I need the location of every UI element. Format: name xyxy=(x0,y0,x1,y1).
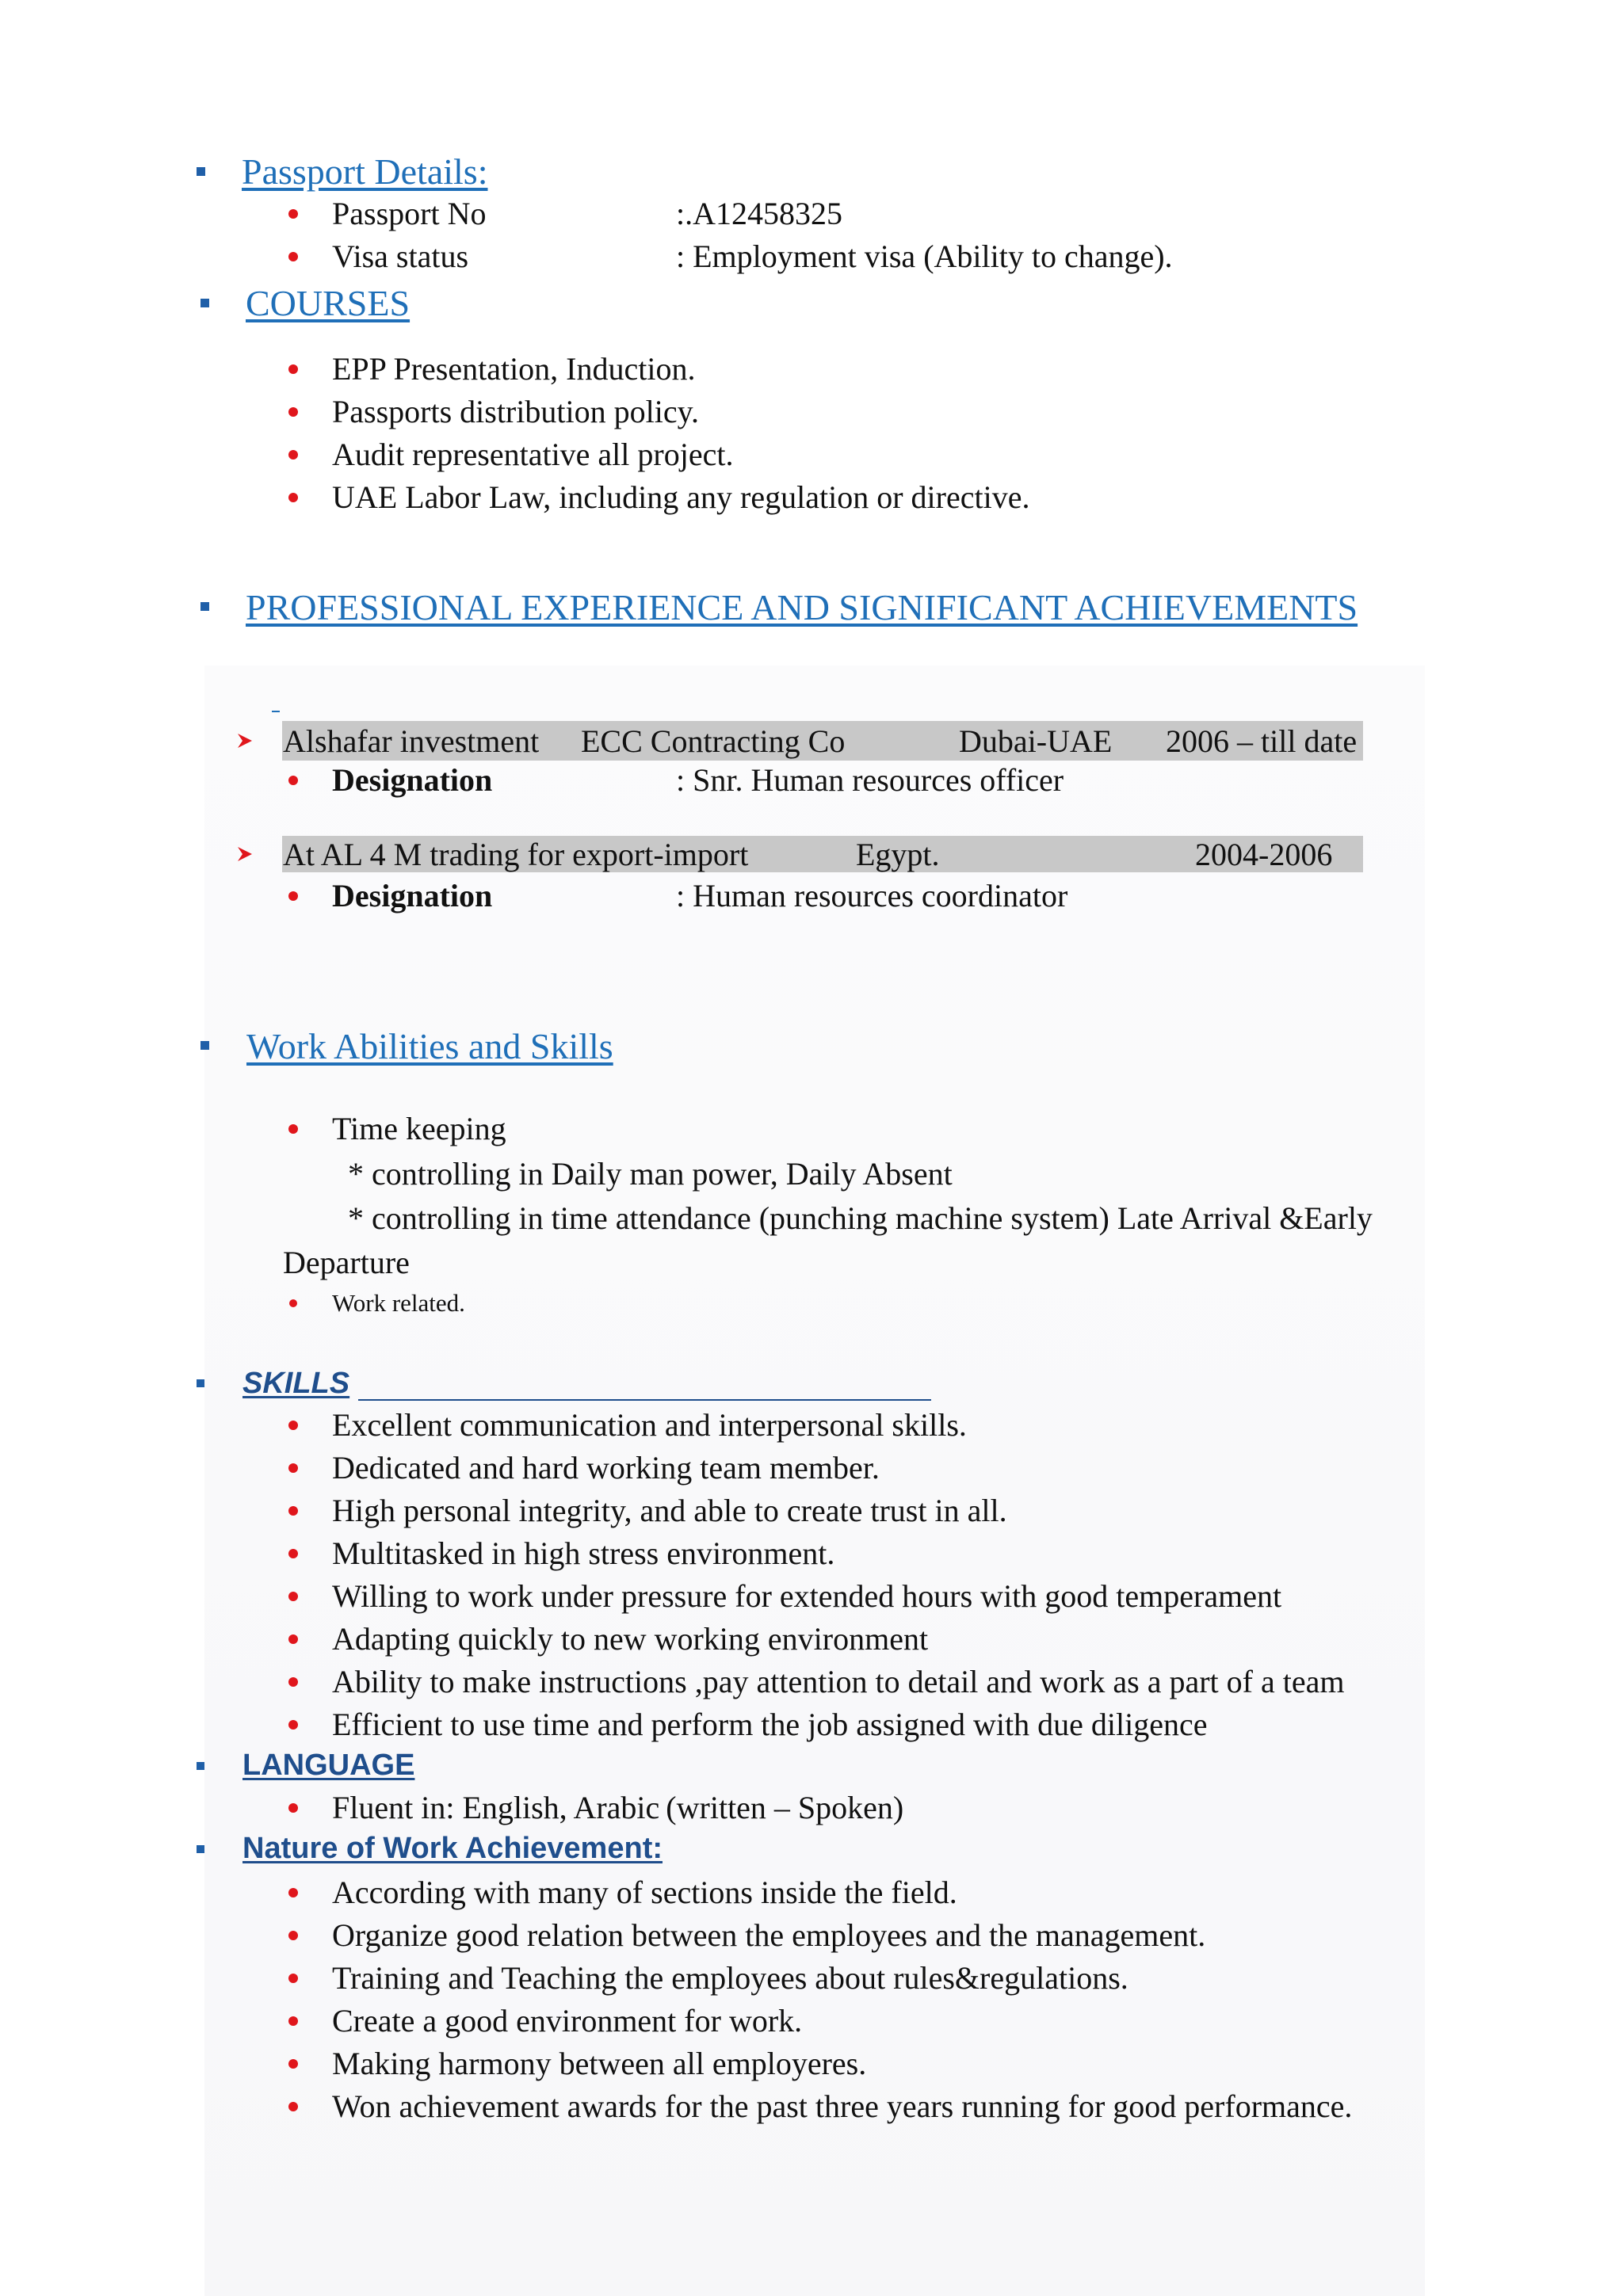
ability-item: Work related. xyxy=(332,1289,465,1317)
nature-item: Won achievement awards for the past three years running for good performance. xyxy=(332,2088,1353,2124)
section-bullet-icon xyxy=(197,1845,204,1853)
job-location: Egypt. xyxy=(856,837,940,872)
skills-heading: SKILLS xyxy=(242,1367,350,1400)
skill-item: Willing to work under pressure for extended hours with good temperament xyxy=(332,1578,1282,1614)
job-contracting: ECC Contracting Co xyxy=(581,723,846,759)
visa-status-value: : Employment visa (Ability to change). xyxy=(676,238,1173,274)
bullet-icon xyxy=(288,2102,298,2111)
job-company: At AL 4 M trading for export-import xyxy=(283,837,749,872)
nature-item: According with many of sections inside the field. xyxy=(332,1875,957,1910)
bullet-icon xyxy=(288,493,298,502)
nature-item: Create a good environment for work. xyxy=(332,2003,803,2039)
skills-heading-rule xyxy=(358,1399,931,1401)
nature-heading: Nature of Work Achievement: xyxy=(242,1832,663,1865)
designation-value: : Human resources coordinator xyxy=(676,878,1068,913)
job-company: Alshafar investment xyxy=(283,723,540,759)
bullet-icon xyxy=(288,776,298,785)
course-item: EPP Presentation, Induction. xyxy=(332,351,696,387)
section-bullet-icon xyxy=(200,1041,209,1050)
passport-heading: Passport Details: xyxy=(242,151,488,192)
course-item: Audit representative all project. xyxy=(332,437,734,472)
bullet-icon xyxy=(288,1421,298,1430)
language-heading: LANGUAGE xyxy=(242,1749,415,1782)
language-item: Fluent in: English, Arabic (written – Spoken) xyxy=(332,1790,904,1825)
ability-item: Time keeping xyxy=(332,1111,506,1146)
bullet-icon xyxy=(288,1124,298,1134)
bullet-icon xyxy=(288,450,298,460)
course-item: Passports distribution policy. xyxy=(332,394,699,429)
job-location: Dubai-UAE xyxy=(959,723,1113,759)
skill-item: Multitasked in high stress environment. xyxy=(332,1535,835,1571)
bullet-icon xyxy=(288,1677,298,1687)
bullet-icon xyxy=(288,364,298,374)
designation-value: : Snr. Human resources officer xyxy=(676,762,1064,798)
bullet-icon xyxy=(288,891,298,901)
bullet-icon xyxy=(288,1592,298,1601)
experience-heading: PROFESSIONAL EXPERIENCE AND SIGNIFICANT ACHIEVEMENTS xyxy=(246,587,1358,627)
visa-status-label: Visa status xyxy=(332,238,469,274)
designation-label: Designation xyxy=(332,878,493,913)
bullet-icon xyxy=(288,1974,298,1983)
bullet-icon xyxy=(288,1506,298,1516)
ability-subitem: * controlling in time attendance (punching machine system) Late Arrival &Early xyxy=(348,1200,1373,1236)
ability-subitem: * controlling in Daily man power, Daily Absent xyxy=(348,1156,953,1192)
skill-item: Ability to make instructions ,pay attention to detail and work as a part of a team xyxy=(332,1664,1345,1699)
underline-mark xyxy=(272,711,280,712)
bullet-icon xyxy=(288,1549,298,1558)
section-bullet-icon xyxy=(200,602,209,611)
job-period: 2006 – till date xyxy=(1166,723,1358,759)
course-item: UAE Labor Law, including any regulation or directive. xyxy=(332,479,1030,515)
bullet-icon xyxy=(288,1720,298,1730)
bullet-icon xyxy=(288,1803,298,1813)
bullet-icon xyxy=(288,1888,298,1897)
designation-label: Designation xyxy=(332,762,493,798)
skill-item: Dedicated and hard working team member. xyxy=(332,1450,880,1486)
bullet-icon xyxy=(288,1634,298,1644)
skill-item: Efficient to use time and perform the job assigned with due diligence xyxy=(332,1707,1208,1742)
job-period: 2004-2006 xyxy=(1195,837,1333,872)
arrow-bullet-icon xyxy=(236,845,254,863)
skill-item: High personal integrity, and able to create trust in all. xyxy=(332,1493,1007,1528)
skill-item: Adapting quickly to new working environment xyxy=(332,1621,929,1657)
passport-no-value: :.A12458325 xyxy=(676,196,842,231)
bullet-icon xyxy=(288,2016,298,2026)
bullet-icon xyxy=(288,1931,298,1940)
bullet-icon xyxy=(288,209,298,219)
bullet-icon xyxy=(288,252,298,261)
courses-heading: COURSES xyxy=(246,283,411,323)
section-bullet-icon xyxy=(197,1762,204,1770)
nature-item: Making harmony between all employeres. xyxy=(332,2046,867,2081)
passport-no-label: Passport No xyxy=(332,196,487,231)
bullet-icon xyxy=(288,2059,298,2069)
skill-item: Excellent communication and interpersonal skills. xyxy=(332,1407,967,1443)
bullet-icon xyxy=(289,1299,297,1307)
bullet-icon xyxy=(288,407,298,417)
section-bullet-icon xyxy=(200,299,209,307)
ability-subitem-continued: Departure xyxy=(283,1245,410,1280)
abilities-heading: Work Abilities and Skills xyxy=(246,1026,613,1066)
arrow-bullet-icon xyxy=(236,732,254,749)
section-bullet-icon xyxy=(197,167,205,176)
section-bullet-icon xyxy=(197,1379,204,1387)
nature-item: Organize good relation between the employees and the management. xyxy=(332,1917,1206,1953)
bullet-icon xyxy=(288,1463,298,1473)
nature-item: Training and Teaching the employees about rules&regulations. xyxy=(332,1960,1128,1996)
